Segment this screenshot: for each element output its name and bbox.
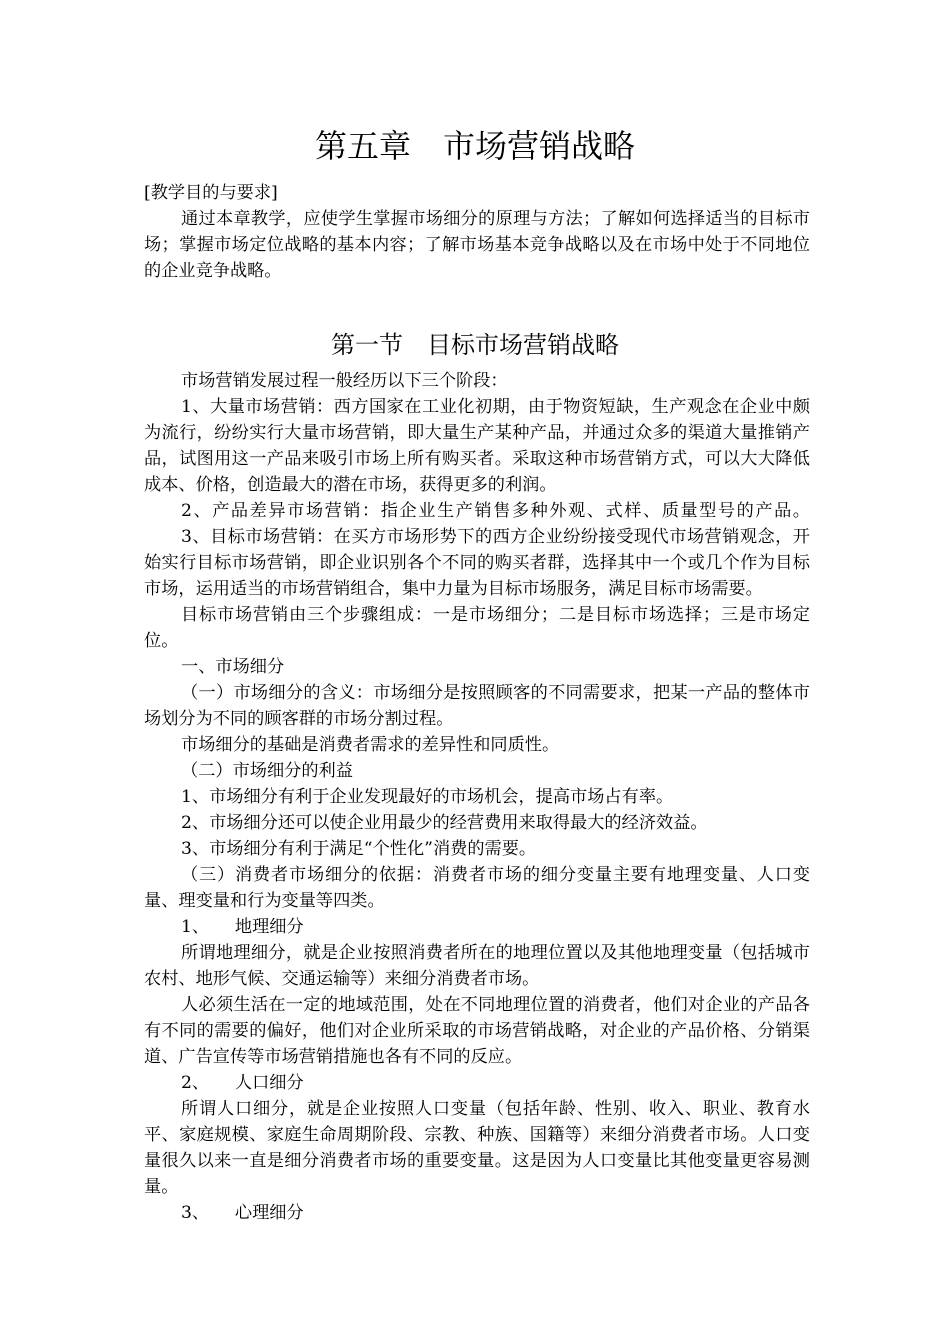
paragraph: 3、目标市场营销：在买方市场形势下的西方企业纷纷接受现代市场营销观念，开始实行目标市场营销，即企业识别各个不同的购买者群，选择其中一个或几个作为目标市场，运用适当的市场营销组合，集中力量为目标市场服务，满足目标市场需要。 bbox=[144, 527, 810, 599]
paragraph: 所谓地理细分，就是企业按照消费者所在的地理位置以及其他地理变量（包括城市农村、地形气候、交通运输等）来细分消费者市场。 bbox=[144, 943, 810, 989]
paragraph: 一、市场细分 bbox=[181, 657, 285, 677]
chapter-title: 第五章 市场营销战略 bbox=[314, 127, 635, 165]
paragraph: 3、 心理细分 bbox=[181, 1203, 304, 1223]
paragraph: 人必须生活在一定的地域范围，处在不同地理位置的消费者，他们对企业的产品各有不同的需要的偏好，他们对企业所采取的市场营销战略，对企业的产品价格、分销渠道、广告宣传等市场营销措施也各有不同的反应。 bbox=[144, 995, 810, 1067]
paragraph: 目标市场营销由三个步骤组成：一是市场细分；二是目标市场选择；三是市场定位。 bbox=[144, 605, 810, 651]
section-title: 第一节 目标市场营销战略 bbox=[331, 331, 619, 359]
paragraph: 2、产品差异市场营销：指企业生产销售多种外观、式样、质量型号的产品。 bbox=[181, 501, 810, 521]
paragraph: 3、市场细分有利于满足“个性化”消费的需要。 bbox=[181, 839, 537, 859]
paragraph: （一）市场细分的含义：市场细分是按照顾客的不同需要求，把某一产品的整体市场划分为不同的顾客群的市场分割过程。 bbox=[144, 683, 810, 729]
teaching-goal-text: 通过本章教学，应使学生掌握市场细分的原理与方法；了解如何选择适当的目标市场；掌握市场定位战略的基本内容；了解市场基本竞争战略以及在市场中处于不同地位的企业竞争战略。 bbox=[144, 209, 810, 281]
paragraph: 市场细分的基础是消费者需求的差异性和同质性。 bbox=[181, 735, 560, 755]
paragraph: 1、市场细分有利于企业发现最好的市场机会，提高市场占有率。 bbox=[181, 787, 674, 807]
teaching-goal-label: [教学目的与要求] bbox=[144, 183, 278, 203]
paragraph: 2、市场细分还可以使企业用最少的经营费用来取得最大的经济效益。 bbox=[181, 813, 708, 833]
paragraph: 市场营销发展过程一般经历以下三个阶段： bbox=[181, 371, 508, 391]
body-text bbox=[144, 368, 810, 1226]
paragraph: 1、大量市场营销：西方国家在工业化初期，由于物资短缺，生产观念在企业中颇为流行，纷纷实行大量市场营销，即大量生产某种产品，并通过众多的渠道大量推销产品，试图用这一产品来吸引市场上所有购买者。采取这种市场营销方式，可以大大降低成本、价格，创造最大的潜在市场，获得更多的利润。 bbox=[144, 397, 810, 495]
paragraph: 1、 地理细分 bbox=[181, 917, 304, 937]
paragraph: （三）消费者市场细分的依据：消费者市场的细分变量主要有地理变量、人口变量、理变量和行为变量等四类。 bbox=[144, 865, 810, 911]
paragraph: 所谓人口细分，就是企业按照人口变量（包括年龄、性别、收入、职业、教育水平、家庭规模、家庭生命周期阶段、宗教、种族、国籍等）来细分消费者市场。人口变量很久以来一直是细分消费者市场的重要变量。这是因为人口变量比其他变量更容易测量。 bbox=[144, 1099, 810, 1197]
paragraph: （二）市场细分的利益 bbox=[181, 761, 353, 781]
paragraph: 2、 人口细分 bbox=[181, 1073, 304, 1093]
